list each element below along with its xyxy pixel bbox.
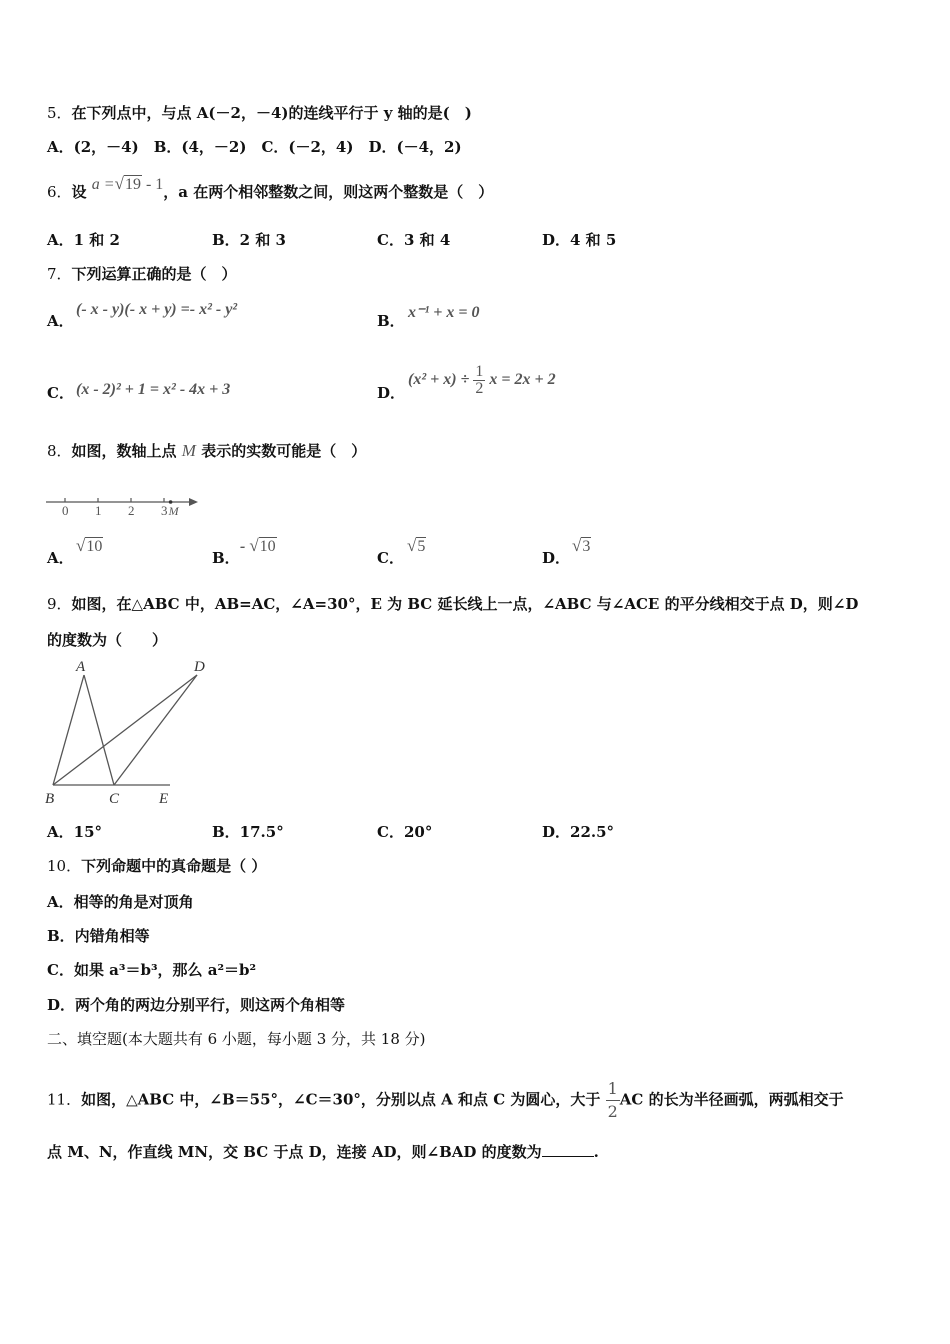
q6-option-c: C．3 和 4 <box>377 231 451 249</box>
sqrt-icon: √ <box>572 536 582 555</box>
q7-d-frac-den: 2 <box>475 379 484 397</box>
q5-options: A．(2，－4) B．(4，－2) C．(－2，4) D．(－4，2) <box>47 138 462 156</box>
sqrt-icon: √ <box>76 536 86 555</box>
q11-frac-den: 2 <box>607 1102 618 1121</box>
q8-option-c-label: C． <box>377 549 404 567</box>
q7-d-left: (x² + x) ÷ <box>408 371 470 388</box>
q9-option-a: A．15° <box>47 823 103 841</box>
q7-option-a-formula: (- x - y)(- x + y) =- x² - y² <box>76 301 238 318</box>
q8-option-a-label: A． <box>47 549 74 567</box>
segment-cd <box>114 675 197 785</box>
q8-point: M <box>181 441 196 460</box>
label-d: D <box>194 659 205 675</box>
sqrt-icon: √ <box>114 174 124 193</box>
q5-number: 5． <box>47 104 72 122</box>
q11-line2-text: 点 M、N，作直线 MN，交 BC 于点 D，连接 AD，则∠BAD 的度数为 <box>47 1143 542 1161</box>
segment-ab <box>53 675 84 785</box>
number-line-figure <box>44 490 204 520</box>
q11-stem-line1 <box>47 1078 844 1123</box>
label-c: C <box>109 791 120 807</box>
q6-radicand: 19 <box>124 176 141 193</box>
answer-blank[interactable] <box>542 1142 594 1157</box>
q5-stem-text: 在下列点中，与点 A(－2，－4)的连线平行于 y 轴的是( ) <box>71 104 472 122</box>
q6-option-b: B．2 和 3 <box>212 231 286 249</box>
axis-tick-label-3: 3 <box>161 503 168 518</box>
q6-formula <box>92 176 163 193</box>
q6-stem-pre: 设 <box>71 183 87 201</box>
q11-fraction <box>606 1078 620 1123</box>
sqrt-icon: √ <box>249 536 259 555</box>
point-m-label: M <box>168 504 179 518</box>
q7-d-right: x = 2x + 2 <box>489 371 556 388</box>
q6-option-a: A．1 和 2 <box>47 231 120 249</box>
axis-tick-label-0: 0 <box>62 503 69 518</box>
sqrt-icon: √ <box>407 536 417 555</box>
segment-bd <box>53 675 197 785</box>
q6-formula-tail: - 1 <box>141 176 164 193</box>
q10-option-a: A．相等的角是对顶角 <box>47 893 194 911</box>
q10-option-c: C．如果 a³＝b³，那么 a²＝b² <box>47 961 257 979</box>
q7-option-b-formula: x⁻¹ + x = 0 <box>408 304 480 321</box>
q11-stem-line2 <box>47 1142 599 1162</box>
q7-d-fraction <box>473 364 485 397</box>
q8-a-radicand: 10 <box>86 538 103 555</box>
label-e: E <box>159 791 169 807</box>
q11-frac-num: 1 <box>606 1078 620 1101</box>
segment-ac <box>84 675 114 785</box>
q7-stem <box>47 264 237 284</box>
q7-option-d-formula <box>408 362 556 398</box>
q6-number: 6． <box>47 183 72 201</box>
q10-stem <box>47 856 266 876</box>
arrow-right-icon <box>189 498 198 506</box>
q6-stem <box>47 174 494 203</box>
q8-stem <box>47 441 366 461</box>
q7-option-c-label: C． <box>47 384 74 402</box>
q8-option-d-label: D． <box>542 549 571 567</box>
q8-option-b-formula <box>240 536 277 557</box>
q11-stem-pre: 如图，△ABC 中，∠B＝55°，∠C＝30°，分别以点 A 和点 C 为圆心，大于 <box>81 1090 601 1109</box>
q9-stem-line2: 的度数为（ ） <box>47 631 168 649</box>
q6-option-d: D．4 和 5 <box>542 231 617 249</box>
q9-option-b: B．17.5° <box>212 823 284 841</box>
q8-b-sign: - <box>240 538 250 555</box>
q7-d-frac-num: 1 <box>475 362 484 380</box>
q7-option-b-label: B． <box>377 312 405 330</box>
q8-c-radicand: 5 <box>417 538 426 555</box>
q8-option-c-formula <box>407 536 426 557</box>
q8-stem-post: 表示的实数可能是（ ） <box>201 442 367 460</box>
label-a: A <box>76 659 86 675</box>
q10-option-b: B．内错角相等 <box>47 927 150 945</box>
q10-number: 10． <box>47 857 82 875</box>
q8-stem-pre: 如图，数轴上点 <box>71 442 177 460</box>
q10-stem-text: 下列命题中的真命题是（ ） <box>81 857 267 875</box>
label-b: B <box>45 791 55 807</box>
q9-option-c: C．20° <box>377 823 433 841</box>
q11-number: 11． <box>47 1090 82 1109</box>
section-2-heading: 二、填空题(本大题共有 6 小题，每小题 3 分，共 18 分) <box>47 1030 426 1048</box>
q8-option-d-formula <box>572 536 591 557</box>
q6-stem-post: ，a 在两个相邻整数之间，则这两个整数是（ ） <box>163 183 494 201</box>
q10-option-d: D．两个角的两边分别平行，则这两个角相等 <box>47 996 346 1014</box>
axis-tick-label-2: 2 <box>128 503 135 518</box>
q11-stem-post: AC 的长为半径画弧，两弧相交于 <box>619 1090 844 1109</box>
q5-stem <box>47 103 472 123</box>
q7-stem-text: 下列运算正确的是（ ） <box>71 265 237 283</box>
q9-stem-text: 如图，在△ABC 中，AB=AC，∠A=30°，E 为 BC 延长线上一点，∠ABC 与∠ACE 的平分线相交于点 D，则∠D <box>71 595 859 613</box>
axis-tick-label-1: 1 <box>95 503 102 518</box>
q11-line2-end: . <box>593 1143 599 1161</box>
q8-d-radicand: 3 <box>582 538 591 555</box>
q7-option-d-label: D． <box>377 384 406 402</box>
q9-stem-line1 <box>47 594 858 614</box>
q7-option-c-formula: (x - 2)² + 1 = x² - 4x + 3 <box>76 381 231 398</box>
q7-number: 7． <box>47 265 72 283</box>
q8-option-a-formula <box>76 536 103 557</box>
q9-option-d: D．22.5° <box>542 823 615 841</box>
q9-number: 9． <box>47 595 72 613</box>
q8-number: 8． <box>47 442 72 460</box>
q8-b-radicand: 10 <box>259 538 276 555</box>
q7-option-a-label: A． <box>47 312 74 330</box>
q8-option-b-label: B． <box>212 549 240 567</box>
triangle-figure <box>40 655 220 810</box>
q6-formula-lhs: a = <box>91 176 115 193</box>
